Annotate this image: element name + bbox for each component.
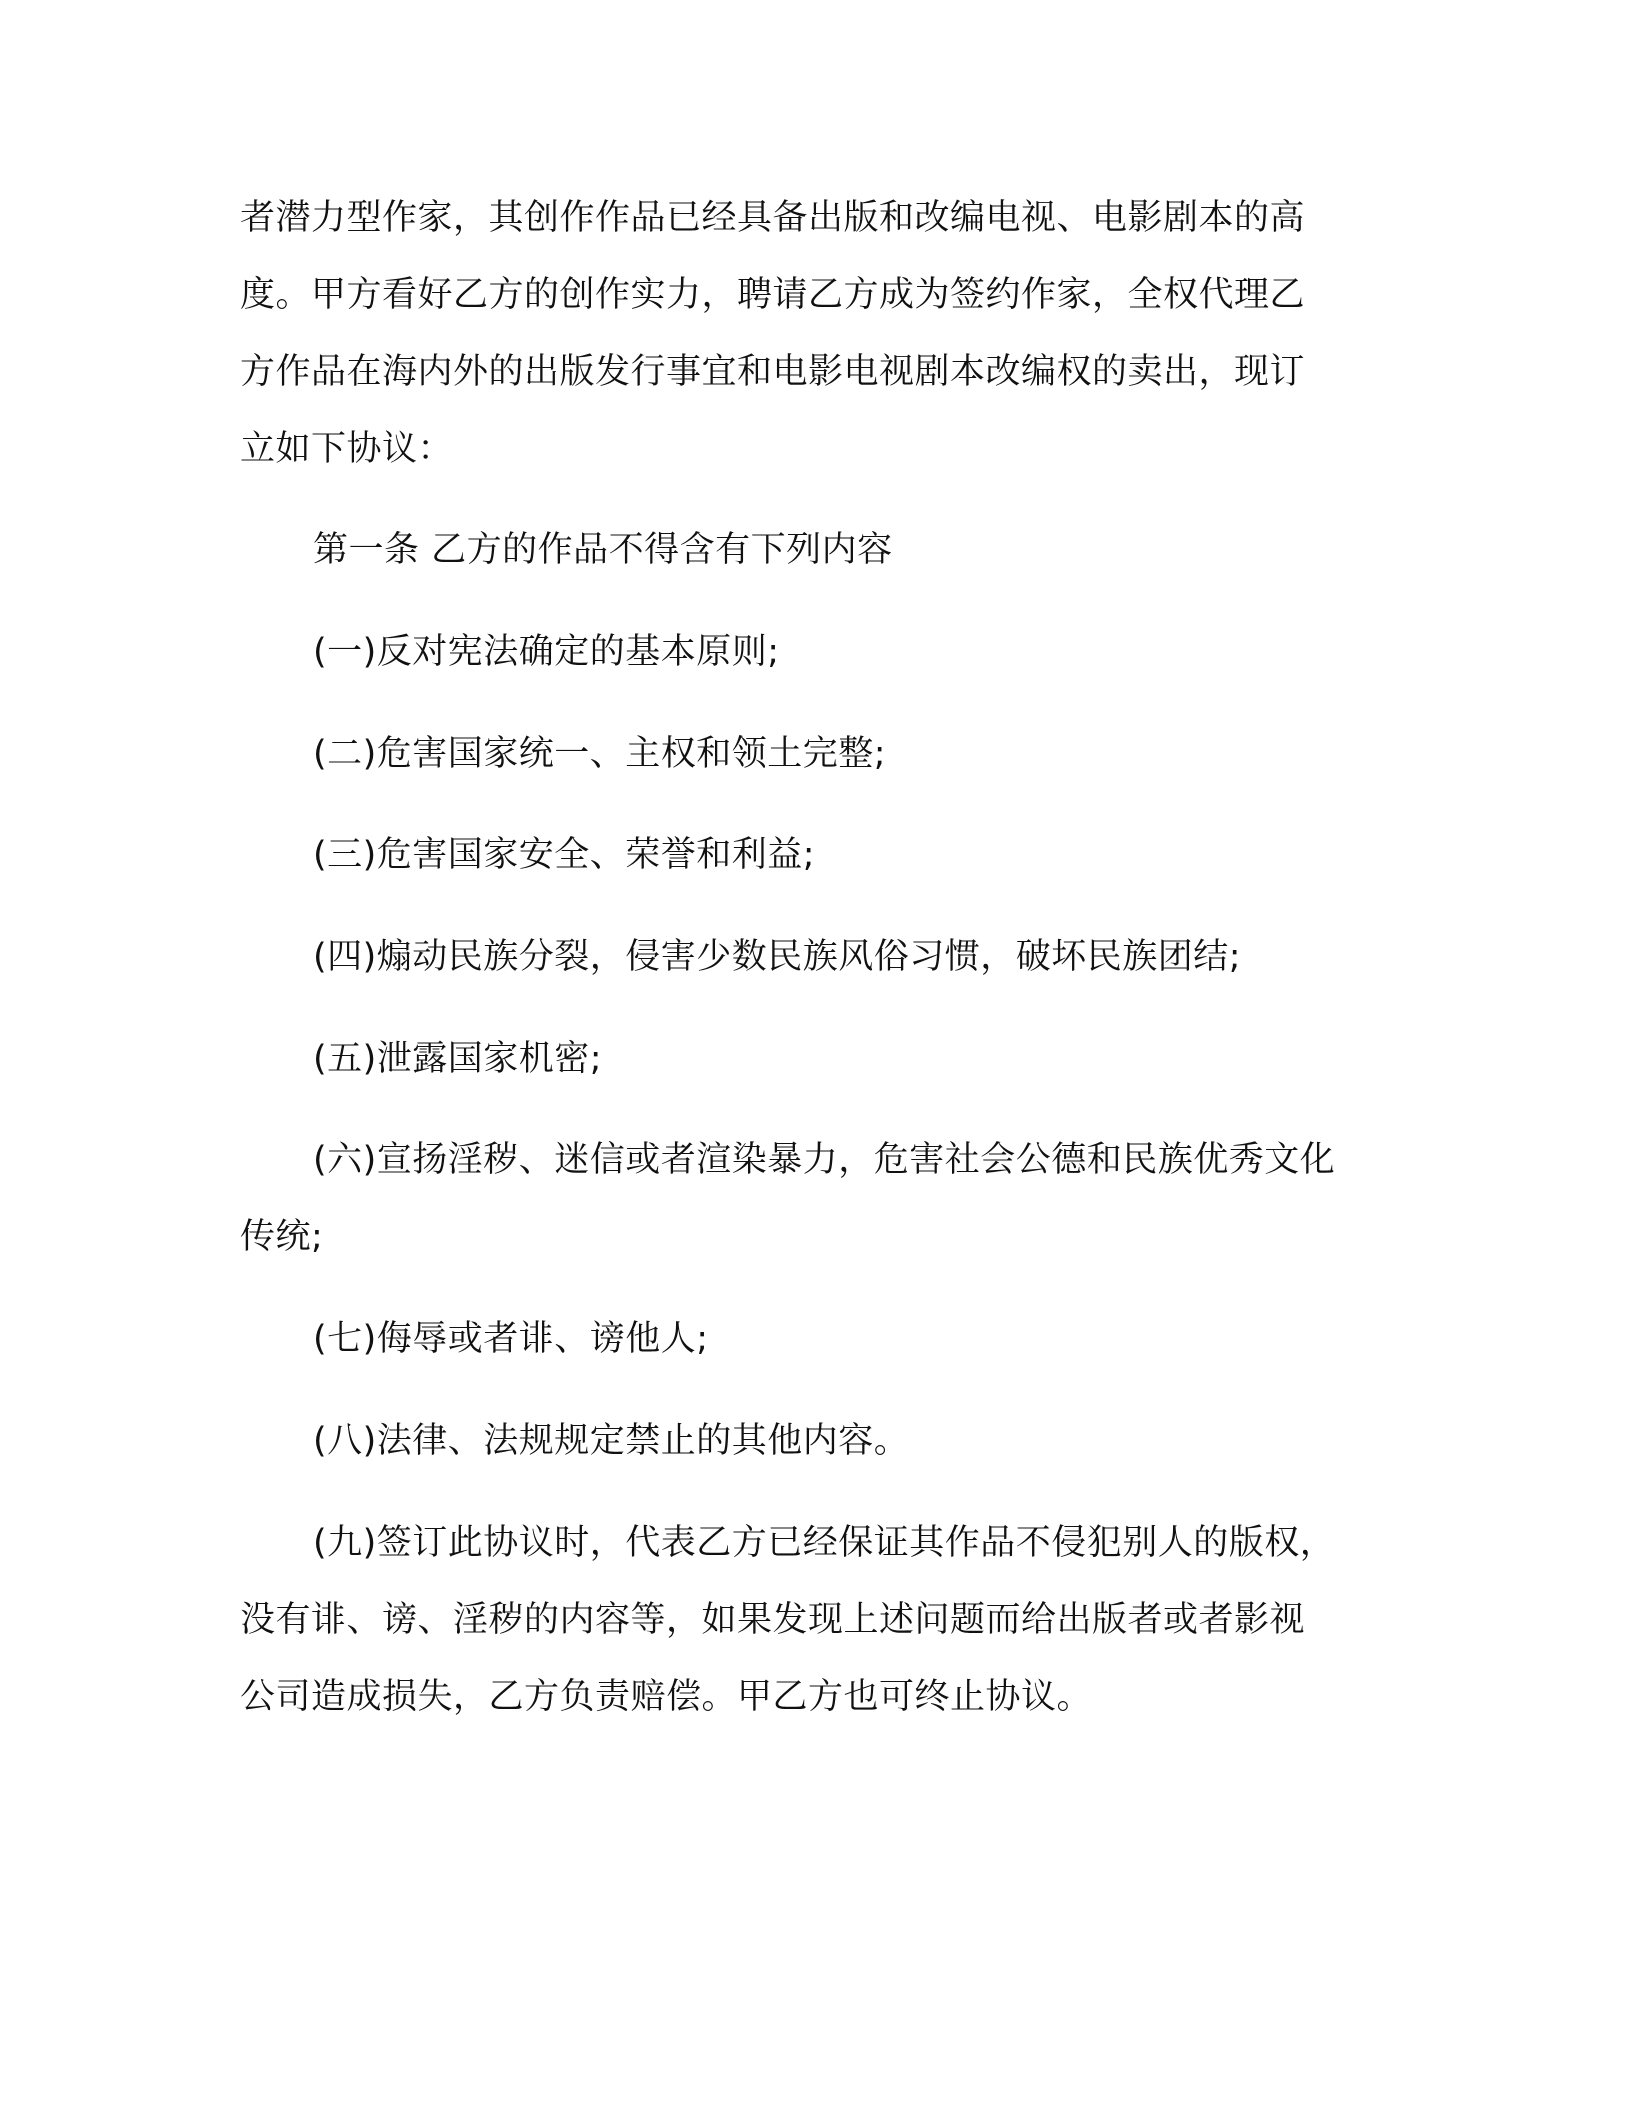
article-heading: 第一条 乙方的作品不得含有下列内容 [313, 530, 893, 570]
list-item-9-line-2: 没有诽、谤、淫秽的内容等，如果发现上述问题而给出版者或者影视 [240, 1600, 1306, 1640]
list-item-9-line-1: (九)签订此协议时，代表乙方已经保证其作品不侵犯别人的版权， [313, 1523, 1336, 1563]
list-item-7: (七)侮辱或者诽、谤他人; [313, 1319, 709, 1359]
list-item-4: (四)煽动民族分裂，侵害少数民族风俗习惯，破坏民族团结; [313, 937, 1242, 977]
intro-line-2: 度。甲方看好乙方的创作实力，聘请乙方成为签约作家，全权代理乙 [240, 275, 1306, 315]
list-item-6-line-1: (六)宣扬淫秽、迷信或者渲染暴力，危害社会公德和民族优秀文化 [313, 1140, 1336, 1180]
list-item-8: (八)法律、法规规定禁止的其他内容。 [313, 1421, 910, 1461]
intro-line-4: 立如下协议： [240, 429, 454, 469]
list-item-1: (一)反对宪法确定的基本原则; [313, 632, 780, 672]
list-item-6-line-2: 传统; [240, 1217, 324, 1257]
list-item-9-line-3: 公司造成损失，乙方负责赔偿。甲乙方也可终止协议。 [240, 1677, 1093, 1717]
intro-line-1: 者潜力型作家，其创作作品已经具备出版和改编电视、电影剧本的高 [240, 198, 1306, 238]
intro-line-3: 方作品在海内外的出版发行事宜和电影电视剧本改编权的卖出，现订 [240, 352, 1306, 392]
list-item-2: (二)危害国家统一、主权和领土完整; [313, 734, 887, 774]
list-item-5: (五)泄露国家机密; [313, 1039, 603, 1079]
list-item-3: (三)危害国家安全、荣誉和利益; [313, 835, 816, 875]
